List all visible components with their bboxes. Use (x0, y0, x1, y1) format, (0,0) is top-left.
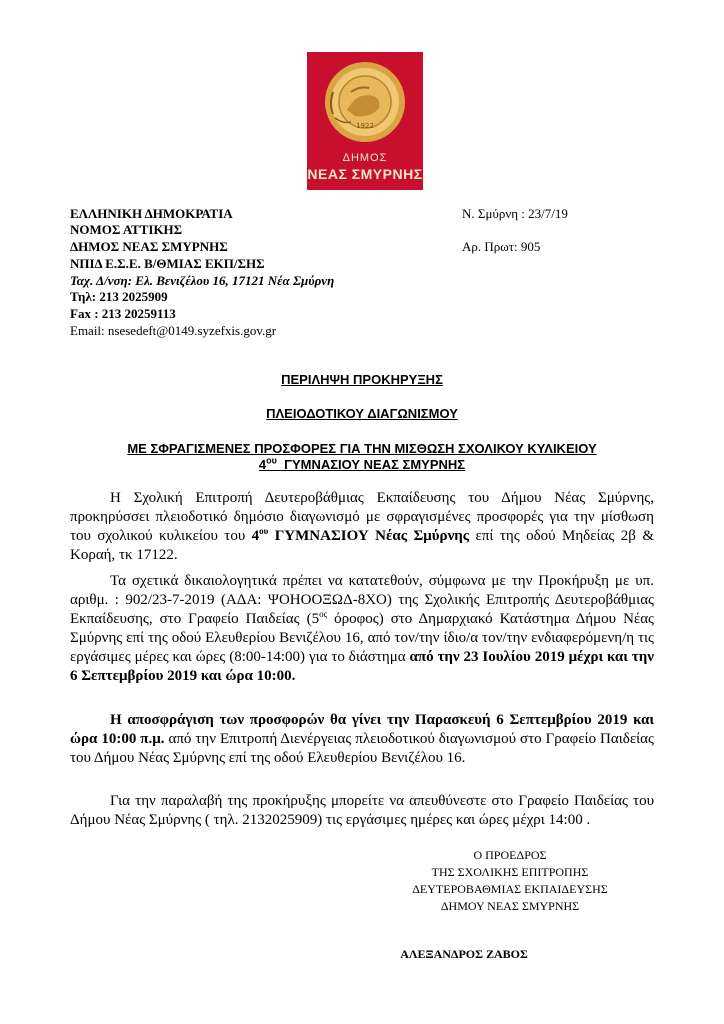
protocol-number: Αρ. Πρωτ: 905 (462, 239, 541, 254)
header-fax: Fax : 213 20259113 (70, 306, 176, 321)
title-school (0, 457, 724, 472)
p2-floor-ordinal: ος (319, 609, 328, 619)
p3-opening-date: Η αποσφράγιση των προσφορών θα γίνει την Παρασκευή 6 Σεπτεμβρίου 2019 και ώρα 10:00 π.μ. (70, 712, 654, 747)
signature-title-education: ΔΕΥΤΕΡΟΒΑΘΜΙΑΣ ΕΚΠΑΙΔΕΥΣΗΣ (412, 882, 608, 896)
paragraph-opening (70, 711, 654, 768)
logo-text-dimos: ΔΗΜΟΣ (342, 152, 388, 164)
p3-text: από την Επιτροπή Διενέργειας πλειοδοτικού διαγωνισμού στο Γραφείο Παιδείας του Δήμου Νέας Σμύρνης επί της οδού Ελευθερίου Βενιζέλου 16. (70, 731, 654, 766)
logo-text-neas-smyrnis: ΝΕΑΣ ΣΜΥΡΝΗΣ (307, 166, 423, 182)
signature-name: ΑΛΕΞΑΝΔΡΟΣ ΖΑΒΟΣ (400, 947, 528, 961)
p1-school-number: 4 (251, 528, 260, 544)
p2-text-a: Τα σχετικά δικαιολογητικά πρέπει να κατατεθούν, σύμφωνα με την Προκήρυξη με υπ. αριθμ. : 902/23-7-2019 (ΑΔΑ: ΨΟΗΟΟΞΩΔ-8ΧΟ) της Σχολικής Επιτροπής Δευτεροβάθμιας Εκπαίδευσης, στο Γραφείο Παιδείας (5 (70, 573, 654, 627)
header-phone: Τηλ: 213 2025909 (70, 289, 168, 304)
p2-text-b: όροφος) στο Δημαρχιακό Κατάστημα Δήμου Νέας Σμύρνης επί της οδού Ελευθερίου Βενιζέλου 16, από τον/την ίδιο/α τον/την ενδιαφερόμενη/η τις εργάσιμες μέρες και ώρες (8:00-14:00) για το διάστημα (70, 611, 654, 665)
p1-school-ordinal: ου (259, 526, 269, 536)
title-school-ordinal: ου (266, 455, 277, 466)
header-email: Email: nsesedeft@0149.syzefxis.gov.gr (70, 323, 277, 338)
municipality-logo (307, 52, 423, 190)
title-school-number: 4 (258, 457, 267, 472)
document-date: Ν. Σμύρνη : 23/7/19 (462, 206, 568, 221)
p1-text-b: επί της οδού Μηδείας 2β & Κοραή, τκ 17122. (70, 528, 654, 563)
signature-title-president: Ο ΠΡΟΕΔΡΟΣ (473, 848, 547, 862)
header-municipality: ΔΗΜΟΣ ΝΕΑΣ ΣΜΥΡΝΗΣ (70, 239, 228, 254)
seal-emblem-icon (307, 52, 423, 152)
seal-year: 1922 (356, 122, 374, 130)
p2-deadline: από την 23 Ιουλίου 2019 μέχρι και την 6 Σεπτεμβρίου 2019 και ώρα 10:00. (70, 649, 654, 684)
header-republic: ΕΛΛΗΝΙΚΗ ΔΗΜΟΚΡΑΤΙΑ (70, 206, 233, 221)
paragraph-announcement (70, 489, 654, 565)
title-sealed-offers: ΜΕ ΣΦΡΑΓΙΣΜΕΝΕΣ ΠΡΟΣΦΟΡΕΣ ΓΙΑ ΤΗΝ ΜΙΣΘΩΣΗ ΣΧΟΛΙΚΟΥ ΚΥΛΙΚΕΙΟΥ (127, 441, 597, 456)
signature-title-committee: ΤΗΣ ΣΧΟΛΙΚΗΣ ΕΠΙΤΡΟΠΗΣ (431, 865, 589, 879)
header-prefecture: ΝΟΜΟΣ ΑΤΤΙΚΗΣ (70, 222, 183, 237)
header-address: Ταχ. Δ/νση: Ελ. Βενιζέλου 16, 17121 Νέα Σμύρνη (70, 273, 335, 288)
p4-text: Για την παραλαβή της προκήρυξης μπορείτε να απευθύνεστε στο Γραφείο Παιδείας του Δήμου Νέας Σμύρνης ( τηλ. 2132025909) τις εργάσιμες ημέρες και ώρες μέχρι 14:00 . (70, 793, 654, 828)
p1-text-a: Η Σχολική Επιτροπή Δευτεροβάθμιας Εκπαίδευσης του Δήμου Νέας Σμύρνης, προκηρύσσει πλειοδοτικό δημόσιο διαγωνισμό με σφραγισμένες προσφορές για την μίσθωση του σχολικού κυλικείου του (70, 490, 654, 544)
p1-school-name: ΓΥΜΝΑΣΙΟΥ Νέας Σμύρνης (268, 528, 470, 544)
title-school-name: ΓΥΜΝΑΣΙΟΥ ΝΕΑΣ ΣΜΥΡΝΗΣ (276, 457, 466, 472)
paragraph-submission (70, 572, 654, 686)
signature-title-municipality: ΔΗΜΟΥ ΝΕΑΣ ΣΜΥΡΝΗΣ (440, 899, 580, 913)
title-tender: ΠΛΕΙΟΔΟΤΙΚΟΥ ΔΙΑΓΩΝΙΣΜΟΥ (266, 406, 458, 421)
paragraph-contact (70, 792, 654, 830)
header-committee: ΝΠΙΔ Ε.Σ.Ε. Β/ΘΜΙΑΣ ΕΚΠ/ΣΗΣ (70, 256, 265, 271)
title-summary: ΠΕΡΙΛΗΨΗ ΠΡΟΚΗΡΥΞΗΣ (281, 372, 443, 387)
